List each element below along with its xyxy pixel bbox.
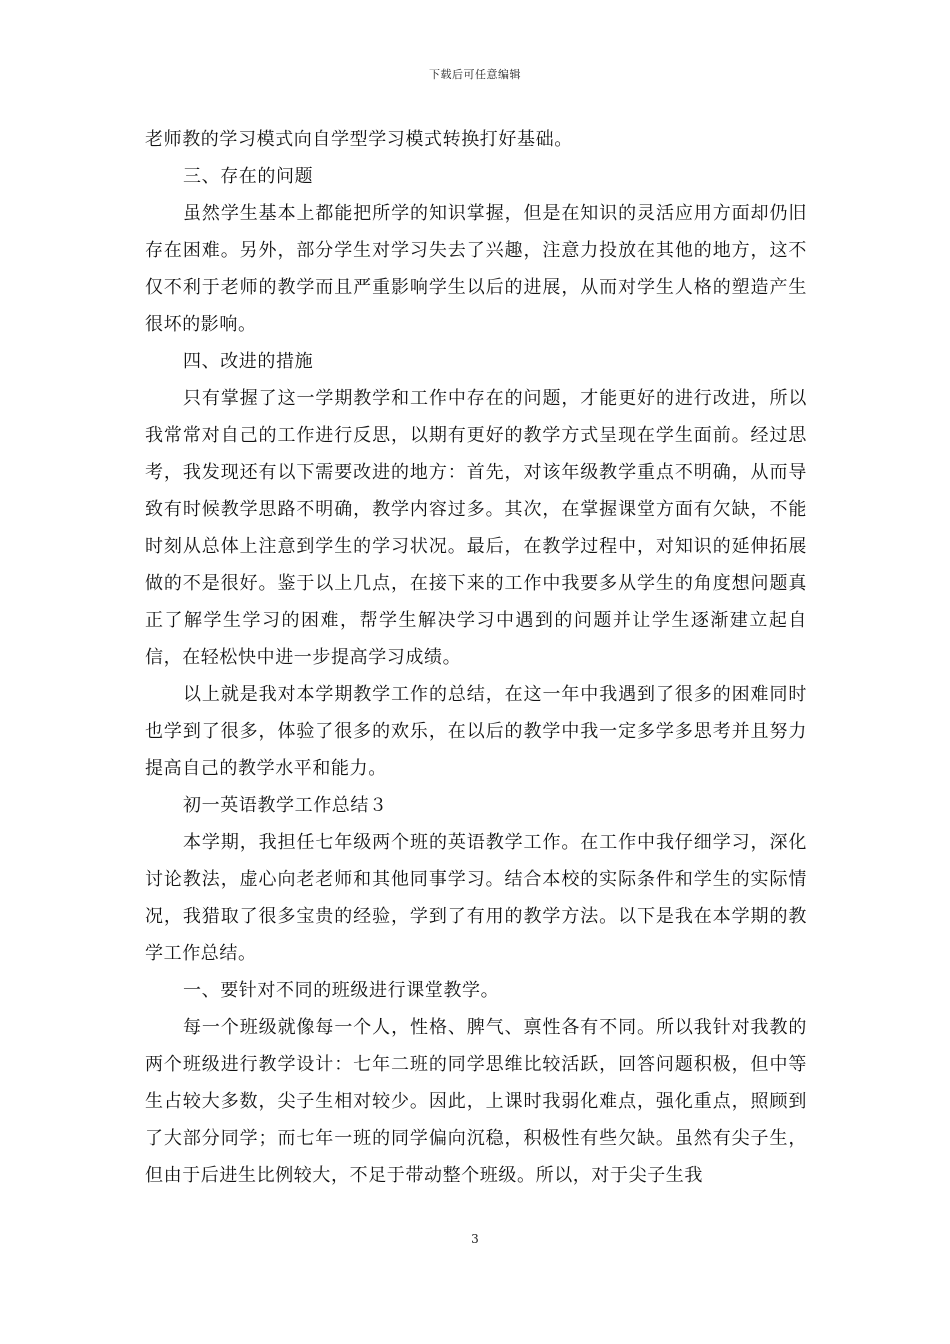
section-heading-problems: 三、存在的问题 xyxy=(183,166,314,187)
document-subtitle: 初一英语教学工作总结３ xyxy=(183,795,388,816)
paragraph-continuation: 老师教的学习模式向自学型学习模式转换打好基础。 xyxy=(145,129,573,150)
page-number: 3 xyxy=(471,1232,479,1246)
page-header: 下载后可任意编辑 xyxy=(429,68,521,81)
paragraph-intro: 本学期，我担任七年级两个班的英语教学工作。在工作中我仔细学习，深化讨论教法，虚心向老老师和其他同事学习。结合本校的实际条件和学生的实际情况，我猎取了很多宝贵的经验，学到了有用的教学方法。以下是我在本学期的教学工作总结。 xyxy=(145,832,807,964)
paragraph-improvements: 只有掌握了这一学期教学和工作中存在的问题，才能更好的进行改进，所以我常常对自己的工作进行反思，以期有更好的教学方式呈现在学生面前。经过思考，我发现还有以下需要改进的地方：首先，对该年级教学重点不明确，从而导致有时候教学思路不明确，教学内容过多。其次，在掌握课堂方面有欠缺，不能时刻从总体上注意到学生的学习状况。最后，在教学过程中，对知识的延伸拓展做的不是很好。鉴于以上几点，在接下来的工作中我要多从学生的角度想问题真正了解学生学习的困难，帮学生解决学习中遇到的问题并让学生逐渐建立起自信，在轻松快中进一步提高学习成绩。 xyxy=(145,388,807,668)
section-heading-improvements: 四、改进的措施 xyxy=(183,351,314,372)
paragraph-classes: 每一个班级就像每一个人，性格、脾气、禀性各有不同。所以我针对我教的两个班级进行教学设计：七年二班的同学思维比较活跃，回答问题积极，但中等生占较大多数，尖子生相对较少。因此，上课时我弱化难点，强化重点，照顾到了大部分同学；而七年一班的同学偏向沉稳，积极性有些欠缺。虽然有尖子生，但由于后进生比例较大，不足于带动整个班级。所以，对于尖子生我 xyxy=(145,1017,807,1186)
paragraph-problems: 虽然学生基本上都能把所学的知识掌握，但是在知识的灵活应用方面却仍旧存在困难。另外，部分学生对学习失去了兴趣，注意力投放在其他的地方，这不仅不利于老师的教学而且严重影响学生以后的进展，从而对学生人格的塑造产生很坏的影响。 xyxy=(145,203,807,335)
section-heading-classes: 一、要针对不同的班级进行课堂教学。 xyxy=(183,980,500,1001)
document-body xyxy=(145,121,807,1194)
paragraph-conclusion: 以上就是我对本学期教学工作的总结，在这一年中我遇到了很多的困难同时也学到了很多，体验了很多的欢乐，在以后的教学中我一定多学多思考并且努力提高自己的教学水平和能力。 xyxy=(145,684,807,779)
